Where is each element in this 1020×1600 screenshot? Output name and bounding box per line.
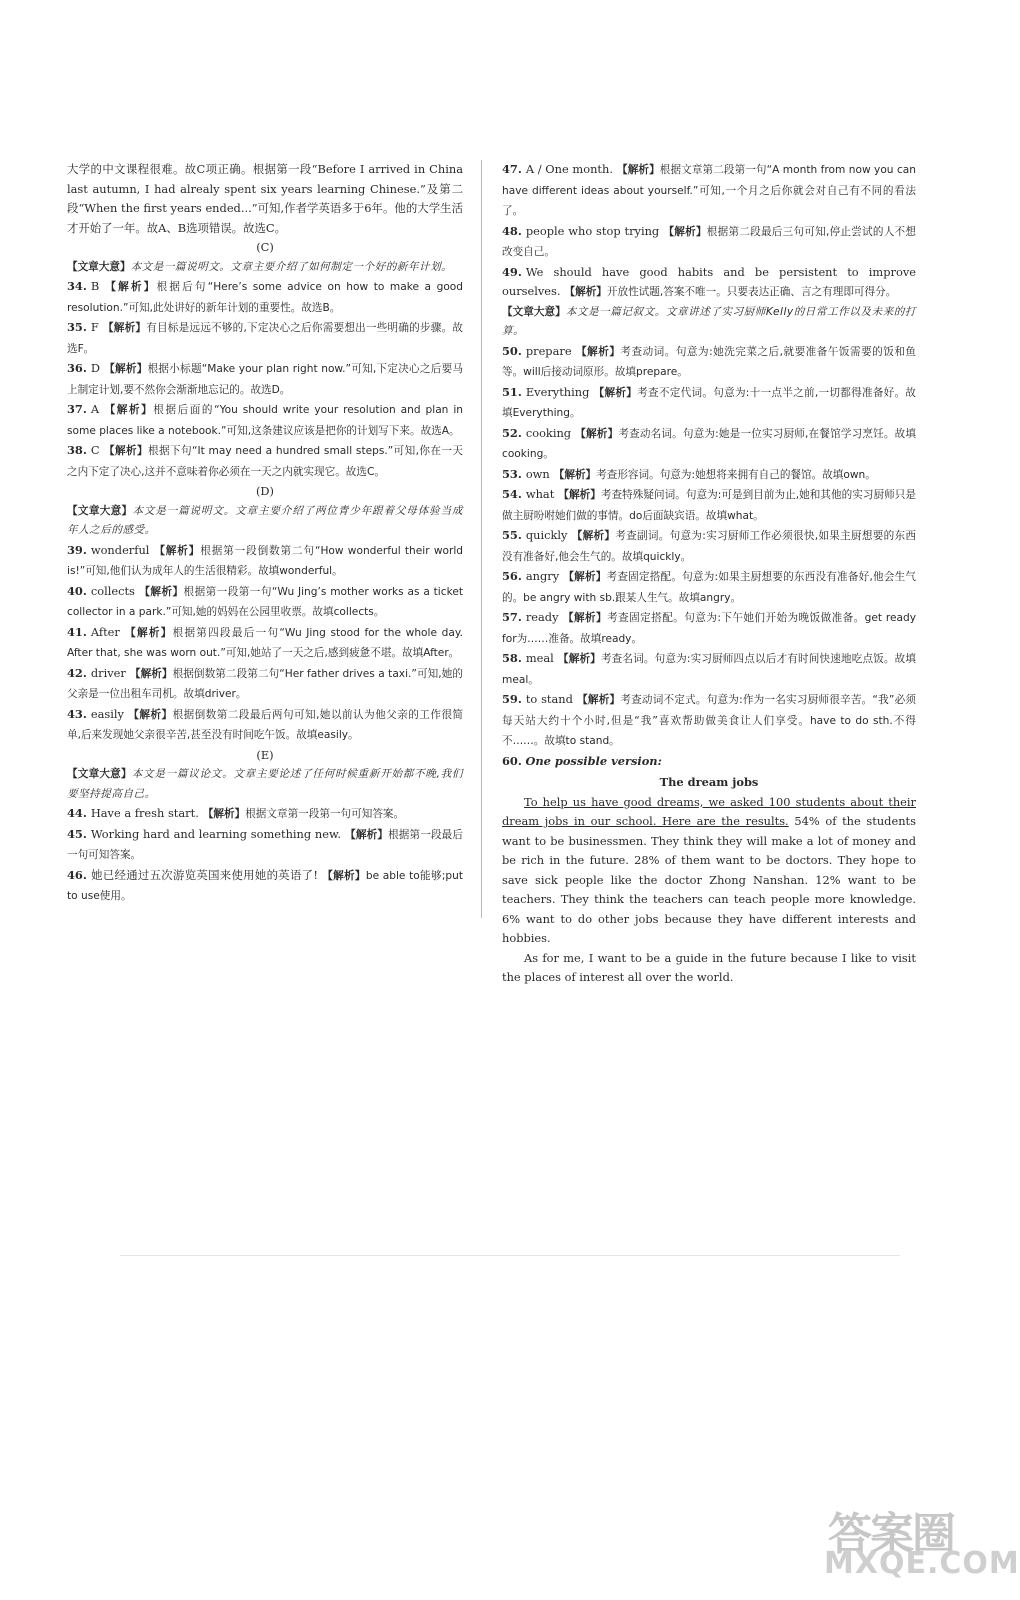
- answer-item: [502, 485, 916, 526]
- item-number: 54.: [502, 487, 522, 501]
- item-number: 50.: [502, 343, 522, 358]
- answer-text: to stand: [525, 692, 573, 706]
- answer-text: A / One month.: [525, 162, 613, 176]
- essay-body: [502, 793, 916, 988]
- item-number: 51.: [502, 384, 522, 399]
- section-d-heading: (D): [255, 484, 275, 498]
- answer-text: quickly: [525, 528, 568, 542]
- answer-text: Working hard and learning something new.: [90, 826, 342, 841]
- item-number: 42.: [67, 665, 87, 680]
- analysis-tag: 【解析】: [575, 345, 621, 358]
- analysis-tag: 【解析】: [202, 808, 246, 820]
- item-number: 38.: [67, 443, 87, 457]
- answer-item: [67, 318, 463, 359]
- answer-item: [67, 541, 463, 582]
- essay-paragraph-2: As for me, I want to be a guide in the future because I like to visit the places of interest all over the world.: [502, 950, 916, 984]
- answer-item: [502, 690, 916, 752]
- explanation-text: 考查形容词。句意为:她想将来拥有自己的餐馆。故填own。: [596, 468, 876, 481]
- essay-header: [502, 752, 916, 772]
- answer-item: [502, 383, 916, 424]
- explanation-text: 根据第四段最后一句“Wu Jing stood for the whole day. After that, she was worn out.”可知,她站了一天之后,感到疲惫不堪。故填After。: [67, 626, 463, 659]
- top-paragraph: 大学的中文课程很难。故C项正确。根据第一段“Before I arrived in China last autumn, I had alrealy spent six years learning Chinese.”及第二段“When the first years ended...”可知,作者学英语多于6年。他的大学生活才开始了一年。故A、B选项错误。故选C。: [67, 162, 463, 235]
- essay-underlined-text: To help us have good dreams, we asked 100 students about their dream jobs in our school. Here are the results.: [502, 794, 916, 828]
- answer-text: what: [525, 487, 555, 501]
- essay-version-label: One possible version:: [525, 753, 662, 768]
- analysis-tag: 【解析】: [102, 322, 147, 334]
- explanation-text: 根据文章第一段第一句可知答案。: [245, 808, 405, 820]
- answer-item: [502, 649, 916, 690]
- item-number: 60.: [502, 753, 522, 768]
- explanation-text: 根据第二段最后三句可知,停止尝试的人不想改变自己。: [502, 225, 916, 258]
- section-c-items: [67, 277, 463, 482]
- explanation-text: 根据后面的“You should write your resolution and plan in some places like a notebook.”可知,这条建议应该是把你的计划写下来。故选A。: [67, 404, 463, 437]
- item-number: 52.: [502, 425, 522, 440]
- analysis-tag: 【解析】: [103, 445, 148, 457]
- answer-item: [67, 866, 463, 907]
- explanation-text: 考查副词。句意为:实习厨师工作必须很快,如果主厨想要的东西没有准备好,他会生气的。故填quickly。: [502, 530, 917, 563]
- item-number: 59.: [502, 692, 522, 706]
- analysis-tag: 【解析】: [562, 612, 608, 624]
- answer-text: easily: [90, 706, 124, 721]
- item-number: 57.: [502, 610, 522, 624]
- section-c-heading: (C): [256, 240, 274, 254]
- answer-item: [67, 277, 463, 318]
- item-number: 56.: [502, 569, 522, 583]
- answer-text: collects: [90, 583, 135, 598]
- answer-text: ready: [525, 610, 559, 624]
- summary-text: 本文是一篇记叙文。文章讲述了实习厨师Kelly的日常工作以及未来的打算。: [502, 305, 916, 337]
- answer-item: [67, 441, 463, 482]
- item-number: 58.: [502, 651, 522, 665]
- summary-text: 本文是一篇说明文。文章主要介绍了如何制定一个好的新年计划。: [130, 260, 453, 273]
- answer-text: people who stop trying: [525, 223, 660, 238]
- essay-title: The dream jobs: [659, 775, 759, 789]
- summary-tag: 【文章大意】: [67, 768, 132, 780]
- analysis-tag: 【解析】: [553, 468, 597, 481]
- explanation-text: 考查固定搭配。句意为:下午她们开始为晚饭做准备。get ready for为……准备。故填ready。: [502, 612, 917, 645]
- summary-text: 本文是一篇说明文。文章主要介绍了两位青少年跟着父母体验当成年人之后的感受。: [67, 504, 464, 536]
- answer-item: [67, 825, 463, 866]
- analysis-tag: 【解析】: [138, 585, 184, 598]
- answer-item: [67, 582, 463, 623]
- watermark-logo: [820, 1498, 1020, 1590]
- analysis-tag: 【解析】: [576, 694, 621, 706]
- answer-text: 她已经通过五次游览英国来使用她的英语了!: [90, 867, 318, 882]
- analysis-tag: 【解析】: [103, 281, 157, 293]
- cloze-items: [502, 342, 916, 752]
- explanation-text: 考查固定搭配。句意为:如果主厨想要的东西没有准备好,他会生气的。be angry with sb.跟某人生气。故填angry。: [502, 571, 917, 604]
- item-number: 34.: [67, 279, 87, 293]
- column-divider: [481, 160, 482, 918]
- section-e-summary: [67, 765, 463, 804]
- answer-text: Have a fresh start.: [90, 806, 199, 820]
- section-e-heading: (E): [256, 747, 274, 762]
- answer-item: [67, 359, 463, 400]
- answer-text: meal: [525, 651, 554, 665]
- summary-tag: 【文章大意】: [67, 260, 131, 273]
- item-number: 44.: [67, 806, 87, 820]
- explanation-text: 根据第一段第一句“Wu Jing’s mother works as a ticket collector in a park.”可知,她的妈妈在公园里收票。故填collects。: [67, 585, 464, 618]
- item-number: 43.: [67, 706, 87, 721]
- item-number: 53.: [502, 466, 522, 481]
- analysis-tag: 【解析】: [321, 869, 366, 882]
- explanation-text: 考查动词。句意为:她洗完菜之后,就要准备午饭需要的饭和鱼等。will后接动词原形。故填prepare。: [502, 345, 917, 378]
- analysis-tag: 【解析】: [563, 571, 607, 583]
- answer-item: [502, 526, 916, 567]
- answer-item: [502, 222, 916, 263]
- section-c-summary: [67, 258, 463, 278]
- item-number: 46.: [67, 867, 87, 882]
- answer-text: We should have good habits and be persistent to improve ourselves.: [502, 264, 916, 298]
- explanation-text: 根据小标题“Make your plan right now.”可知,下定决心之后要马上制定计划,要不然你会渐渐地忘记的。故选D。: [67, 363, 464, 396]
- explanation-text: 根据文章第二段第一句“A month from now you can have different ideas about yourself.”可知,一个月之后你就会对自己有不同的看法了。: [502, 164, 917, 217]
- item-number: 41.: [67, 624, 87, 639]
- item-number: 45.: [67, 826, 87, 841]
- watermark-url: MXQE.COM: [824, 1546, 1020, 1581]
- answer-text: driver: [90, 665, 126, 680]
- answer-text: wonderful: [90, 542, 150, 557]
- answer-item: [502, 424, 916, 465]
- answer-text: prepare: [525, 343, 572, 358]
- explanation-text: 根据后句“Here’s some advice on how to make a good resolution.”可知,此处讲好的新年计划的重要性。故选B。: [67, 281, 464, 314]
- answer-item: [502, 263, 916, 303]
- explanation-text: 考查特殊疑问词。句意为:可是到目前为止,她和其他的实习厨师只是做主厨吩咐她们做的事情。do后面缺宾语。故填what。: [502, 489, 917, 522]
- answer-item: [502, 465, 916, 486]
- item-number: 40.: [67, 583, 87, 598]
- analysis-tag: 【解析】: [153, 544, 201, 557]
- analysis-tag: 【解析】: [571, 530, 616, 542]
- explanation-text: 考查动词不定式。句意为:作为一名实习厨师很辛苦。“我”必须每天站大约十个小时,但是“我”喜欢帮助做美食让人们享受。have to do sth.不得不……。故填to stand。: [502, 694, 916, 747]
- passage-summary: [502, 303, 916, 342]
- essay-text: 54% of the students want to be businessmen. They think they will make a lot of money and be rich in the future. 28% of them want to be doctors. They hope to save sick people like the doctor Zhong Nanshan. 12% want to be teachers. They think the teachers can teach people more knowledge. 6% want to do other jobs because they have different interests and hobbies.: [502, 814, 916, 945]
- analysis-tag: 【解析】: [129, 667, 173, 680]
- answer-text: After: [90, 624, 120, 639]
- explanation-text: 根据倒数第二段最后两句可知,她以前认为他父亲的工作很简单,后来发现她父亲很辛苦,甚至没有时间吃午饭。故填easily。: [67, 708, 464, 741]
- answer-item: [67, 623, 463, 664]
- answer-item: [67, 705, 463, 746]
- answer-item: [502, 567, 916, 608]
- item-number: 35.: [67, 320, 87, 334]
- analysis-tag: 【解析】: [558, 489, 601, 501]
- right-column: [502, 160, 916, 988]
- analysis-tag: 【解析】: [103, 363, 148, 375]
- explanation-text: 根据倒数第二段第二句“Her father drives a taxi.”可知,她的父亲是一位出租车司机。故填driver。: [67, 667, 463, 700]
- analysis-tag: 【解析】: [557, 653, 601, 665]
- explanation-text: 考查名词。句意为:实习厨师四点以后才有时间快速地吃点饭。故填meal。: [502, 653, 917, 686]
- section-d-summary: [67, 502, 463, 541]
- section-d-items: [67, 541, 463, 746]
- analysis-tag: 【解析】: [616, 164, 660, 176]
- answer-item: [502, 608, 916, 649]
- answer-item: [67, 804, 463, 825]
- explanation-text: 有目标是远远不够的,下定决心之后你需要想出一些明确的步骤。故选F。: [67, 322, 463, 355]
- answer-item: [502, 160, 916, 222]
- analysis-tag: 【解析】: [663, 225, 707, 238]
- answer-text: angry: [525, 569, 560, 583]
- explanation-text: 开放性试题,答案不唯一。只要表达正确、言之有理即可得分。: [606, 286, 897, 298]
- answer-item: [67, 400, 463, 441]
- item-number: 37.: [67, 402, 87, 416]
- answer-text: C: [90, 443, 100, 457]
- analysis-tag: 【解析】: [127, 708, 173, 721]
- explanation-text: 考查动名词。句意为:她是一位实习厨师,在餐馆学习烹饪。故填cooking。: [502, 427, 917, 460]
- item-number: 55.: [502, 528, 522, 542]
- item-number: 49.: [502, 264, 522, 279]
- analysis-tag: 【解析】: [123, 626, 173, 639]
- explanation-text: be able to能够;put to use使用。: [67, 869, 464, 902]
- explanation-text: 根据下句“It may need a hundred small steps.”可知,你在一天之内下定了决心,这并不意味着你必须在一天之内就实现它。故选C。: [67, 445, 464, 478]
- watermark-text: 答案圈: [828, 1509, 954, 1560]
- item-number: 48.: [502, 223, 522, 238]
- explanation-text: 根据第一段最后一句可知答案。: [67, 828, 464, 861]
- summary-tag: 【文章大意】: [502, 305, 566, 318]
- answer-text: F: [90, 320, 99, 334]
- answer-item: [67, 664, 463, 705]
- section-e-items: [67, 804, 463, 907]
- analysis-tag: 【解析】: [103, 404, 154, 416]
- faint-rule: [120, 1255, 900, 1256]
- answer-text: Everything: [525, 384, 590, 399]
- item-number: 36.: [67, 361, 87, 375]
- answer-text: cooking: [525, 425, 572, 440]
- essay-paragraph-1: [502, 793, 916, 949]
- left-column: [67, 160, 463, 907]
- reading-items: [502, 160, 916, 303]
- analysis-tag: 【解析】: [593, 386, 638, 399]
- answer-text: B: [90, 279, 100, 293]
- answer-item: [502, 342, 916, 383]
- analysis-tag: 【解析】: [575, 427, 619, 440]
- item-number: 47.: [502, 162, 522, 176]
- summary-tag: 【文章大意】: [67, 504, 133, 517]
- answer-text: own: [525, 466, 550, 481]
- explanation-text: 根据第一段倒数第二句“How wonderful their world is!”可知,他们认为成年人的生活很精彩。故填wonderful。: [67, 544, 464, 577]
- analysis-tag: 【解析】: [564, 286, 607, 298]
- analysis-tag: 【解析】: [345, 828, 389, 841]
- explanation-text: 考查不定代词。句意为:十一点半之前,一切都得准备好。故填Everything。: [502, 386, 917, 419]
- item-number: 39.: [67, 542, 87, 557]
- answer-text: D: [90, 361, 100, 375]
- answer-text: A: [90, 402, 100, 416]
- summary-text: 本文是一篇议论文。文章主要论述了任何时候重新开始都不晚,我们要坚持提高自己。: [67, 768, 464, 800]
